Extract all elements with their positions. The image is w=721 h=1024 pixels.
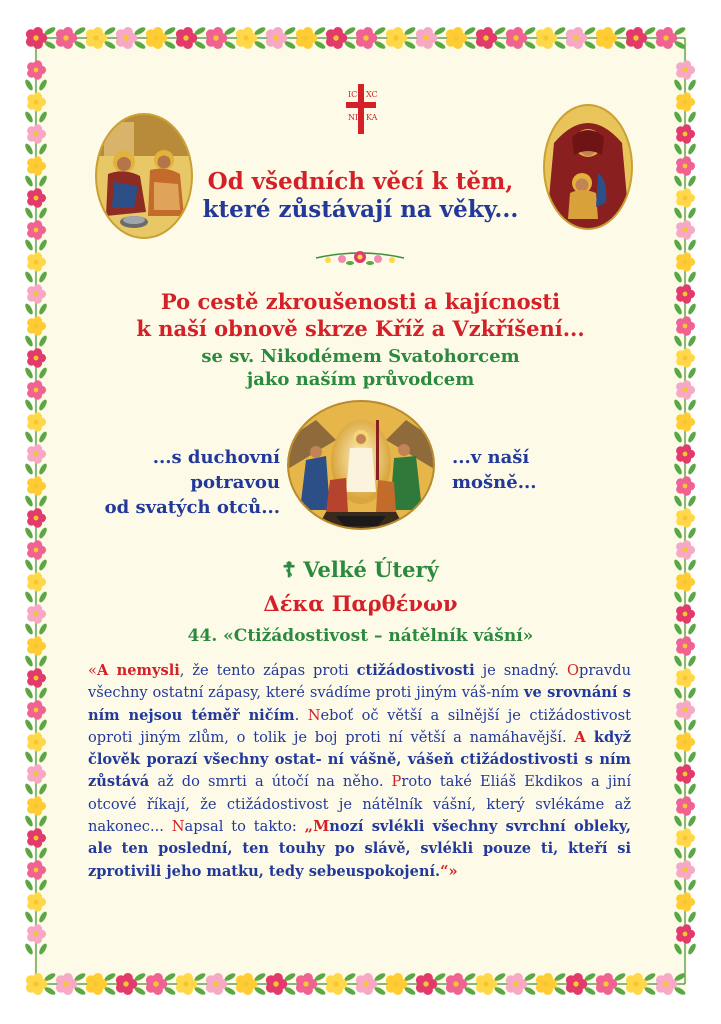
theme-line-1: Po cestě zkroušenosti a kajícnosti xyxy=(160,289,561,314)
body-s6-close: “» xyxy=(440,862,458,880)
side-left-line-3: od svatých otců... xyxy=(104,497,280,518)
flower-ornament-icon xyxy=(312,246,408,270)
body-s6-cap-2: M xyxy=(313,818,330,836)
border-leaf xyxy=(687,399,698,412)
orthodox-cross-icon: ☦ xyxy=(282,557,296,582)
body-s2-bold: ve srovnání s ním nejsou téměř ničím xyxy=(88,684,632,724)
border-leaf xyxy=(687,495,698,508)
border-leaf xyxy=(24,79,35,92)
body-s1-bold: ctižádostivosti xyxy=(356,662,475,679)
side-left-line-2: potravou xyxy=(190,472,280,493)
theme-line-4: jako naším průvodcem xyxy=(246,369,475,390)
theme-line-2: k naší obnově skrze Kříž a Vzkříšení... xyxy=(136,316,585,341)
theme-heading xyxy=(0,288,721,342)
body-s6-a: apsal to takto: xyxy=(184,818,305,836)
border-leaf xyxy=(24,143,35,156)
body-s6-quote-open: „ xyxy=(304,818,314,836)
body-s3-c: ní větší a namáhavější. xyxy=(388,728,575,746)
quote-open: « xyxy=(88,662,97,679)
body-s3-b: a silnější je ctižádostivost oproti jiným zlům, o tolik je boj proti xyxy=(88,706,632,746)
body-s6-bold-1: nozí svlékli všechny svrchní obleky, ale xyxy=(88,818,632,858)
cross-letter-ka: KA xyxy=(366,113,378,122)
page-title xyxy=(0,168,721,224)
body-s3-cap: N xyxy=(307,706,321,724)
cross-letter-ic: IC xyxy=(348,90,358,99)
theme-line-3: se sv. Nikodémem Svatohorcem xyxy=(201,346,520,367)
body-s2-c: . xyxy=(294,706,308,724)
side-text-right xyxy=(452,445,602,495)
border-leaf xyxy=(687,271,698,284)
cross-letter-ni: NI xyxy=(348,113,359,122)
border-leaf xyxy=(24,271,35,284)
border-leaf xyxy=(24,239,35,252)
day-heading xyxy=(0,556,721,584)
body-s2-b: ním xyxy=(491,684,524,702)
body-s5-b: že ctižádostivost je nátělník vášní, který svlékáme až nakonec... xyxy=(88,795,632,836)
cross-letter-xc: XC xyxy=(366,90,378,99)
border-leaf xyxy=(687,687,698,700)
border-leaf xyxy=(687,431,698,444)
body-s4-bold-2: ní vášně, vášeň ctižádostivosti s ním zůstává xyxy=(88,751,631,791)
border-leaf xyxy=(24,527,35,540)
body-s4-a: až do smrti xyxy=(149,773,247,791)
side-text-left xyxy=(90,445,280,520)
border-leaf xyxy=(687,463,698,476)
border-leaf xyxy=(24,399,35,412)
body-s3-a: eboť oč větší xyxy=(320,706,423,724)
border-leaf xyxy=(687,911,698,924)
border-leaf xyxy=(687,655,698,668)
body-s6-cap: N xyxy=(171,818,185,836)
body-s4-cap: A xyxy=(574,728,586,746)
border-leaf xyxy=(24,431,35,444)
border-leaf xyxy=(687,111,698,124)
border-leaf xyxy=(687,719,698,732)
body-s2-cap: O xyxy=(567,662,579,679)
border-leaf xyxy=(24,847,35,860)
body-text xyxy=(88,660,631,883)
border-leaf xyxy=(687,751,698,764)
body-s5-a: roto také Eliáš Ekdikos a jiní otcové říkají, xyxy=(88,773,631,813)
border-leaf xyxy=(24,815,35,828)
greek-heading: Δέκα Παρθένων xyxy=(263,591,458,616)
body-s4-bold-1: když člověk porazí všechny ostat- xyxy=(88,728,632,769)
border-leaf xyxy=(687,239,698,252)
border-leaf xyxy=(24,751,35,764)
border-leaf xyxy=(24,655,35,668)
body-s1-b: je snadný. xyxy=(474,662,560,679)
title-line-2: které zůstávají na věky... xyxy=(202,196,519,223)
border-leaf xyxy=(687,527,698,540)
body-s2-a: pravdu všechny ostatní zápasy, které svádíme proti jiným váš- xyxy=(88,662,631,702)
border-leaf xyxy=(24,783,35,796)
border-leaf xyxy=(24,111,35,124)
resurrection-icon xyxy=(286,400,436,530)
border-leaf xyxy=(24,879,35,892)
side-right-line-1: ...v naší xyxy=(452,447,530,468)
border-leaf xyxy=(687,783,698,796)
body-s4-b: a útočí na něho. xyxy=(254,773,392,791)
body-s5-cap: P xyxy=(391,773,402,791)
body-s1-bold-red: A nemysli xyxy=(96,662,180,679)
title-line-1: Od všedních věcí k těm, xyxy=(207,168,514,195)
side-right-line-2: mošně... xyxy=(452,472,537,493)
cross-icon xyxy=(340,82,382,136)
border-leaf xyxy=(687,879,698,892)
body-s6-bold-2: ten poslední, ten touhy po slávě, svlékli pouze ti, kteří si xyxy=(121,840,631,858)
border-leaf xyxy=(24,719,35,732)
border-leaf xyxy=(24,943,35,956)
border-leaf xyxy=(24,495,35,508)
border-leaf xyxy=(687,143,698,156)
border-leaf xyxy=(24,463,35,476)
reading-title: 44. «Ctižádostivost – nátělník vášní» xyxy=(187,626,534,646)
border-leaf xyxy=(687,815,698,828)
border-leaf xyxy=(687,847,698,860)
body-s6-bold-3: zprotivili jeho matku, tedy sebeuspokojení. xyxy=(88,862,441,880)
border-leaf xyxy=(687,79,698,92)
theme-subheading xyxy=(0,345,721,391)
border-leaf xyxy=(687,943,698,956)
side-left-line-1: ...s duchovní xyxy=(152,447,280,468)
day-name: Velké Úterý xyxy=(303,557,439,582)
border-leaf xyxy=(24,911,35,924)
border-leaf xyxy=(24,687,35,700)
body-s1-a: , že tento zápas proti xyxy=(179,662,357,679)
